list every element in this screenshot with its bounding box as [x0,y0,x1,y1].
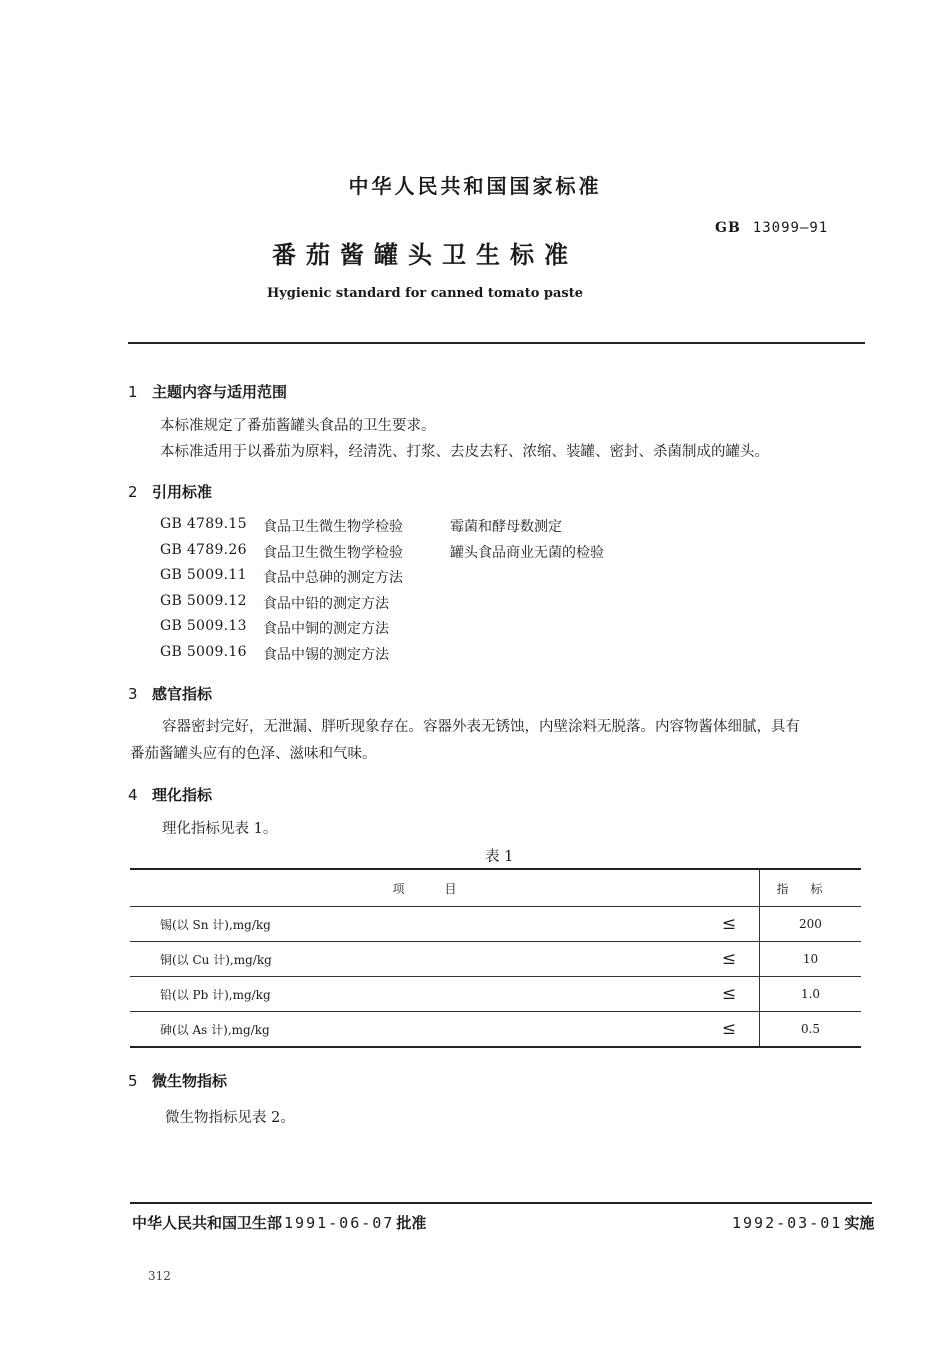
header-divider [128,342,865,344]
table-caption: 表 1 [485,849,514,865]
reference-title: 食品中铅的测定方法 [263,595,389,612]
section-3-paragraph-1: 容器密封完好，无泄漏、胖听现象存在。容器外表无锈蚀，内壁涂料无脱落。内容物酱体细腻，具有 [162,719,800,735]
reference-title: 食品中铜的测定方法 [263,621,389,638]
row-name: 铅(以 Pb 计),mg/kg [130,977,699,1012]
row-value: 10 [759,942,861,977]
row-value: 1.0 [759,977,861,1012]
approval-org: 中华人民共和国卫生部 [132,1214,283,1232]
document-title-english: Hygienic standard for canned tomato paste [266,286,584,301]
approval-date: 1991-06-07 [284,1214,395,1232]
reference-subtitle: 霉菌和酵母数测定 [450,519,562,535]
approval-word: 批准 [396,1214,427,1232]
section-title: 微生物指标 [152,1072,228,1090]
row-operator: ≤ [699,1012,760,1048]
reference-item [160,567,604,593]
section-number: 1 [128,383,138,401]
section-1-paragraph-1: 本标准规定了番茄酱罐头食品的卫生要求。 [160,418,436,434]
reference-subtitle: 罐头食品商业无菌的检验 [450,544,604,561]
effective-word: 实施 [844,1214,875,1232]
section-title: 引用标准 [152,483,213,501]
reference-item [160,618,604,644]
standard-code [715,220,828,236]
section-1-heading [128,381,287,402]
section-5-paragraph-1: 微生物指标见表 2。 [165,1110,295,1126]
reference-title: 食品中总砷的测定方法 [263,570,403,587]
section-number: 4 [128,786,138,804]
reference-code: GB 4789.26 [160,541,247,558]
page-number: 312 [148,1269,171,1283]
section-title: 感官指标 [152,685,213,703]
reference-code: GB 5009.13 [160,618,247,635]
reference-list [160,516,604,670]
reference-title: 食品中锡的测定方法 [263,646,389,663]
table-header-row [130,869,861,907]
approval-line [132,1212,426,1233]
standard-code-number: 13099—91 [752,220,829,236]
column-header-item: 项目 [130,869,759,907]
section-5-heading [128,1070,227,1091]
document-title: 番茄酱罐头卫生标准 [272,241,578,269]
section-4-paragraph-1: 理化指标见表 1。 [162,821,278,837]
reference-item [160,593,604,619]
section-3-heading [128,683,212,704]
section-number: 2 [128,483,138,501]
table-row [130,907,861,942]
row-operator: ≤ [699,977,760,1012]
row-name: 铜(以 Cu 计),mg/kg [130,942,699,977]
table-row [130,1012,861,1048]
row-name: 锡(以 Sn 计),mg/kg [130,907,699,942]
reference-code: GB 5009.12 [160,592,247,609]
section-3-paragraph-2: 番茄酱罐头应有的色泽、滋味和气味。 [130,746,377,762]
reference-item [160,644,604,670]
reference-title: 食品卫生微生物学检验 [263,544,403,561]
row-value: 0.5 [759,1012,861,1048]
section-title: 理化指标 [152,786,213,804]
section-1-paragraph-2: 本标准适用于以番茄为原料，经清洗、打浆、去皮去籽、浓缩、装罐、密封、杀菌制成的罐头。 [160,444,769,460]
reference-code: GB 5009.16 [160,643,247,660]
physicochemical-table [130,868,861,1048]
reference-code: GB 5009.11 [160,567,247,584]
table-row [130,942,861,977]
standard-type-heading: 中华人民共和国国家标准 [348,174,602,198]
footer-divider [130,1202,872,1204]
standard-code-prefix: GB [715,220,741,236]
effective-date: 1992-03-01 [732,1214,843,1232]
section-2-heading [128,481,212,502]
reference-title: 食品卫生微生物学检验 [263,519,403,535]
section-number: 3 [128,685,138,703]
row-operator: ≤ [699,907,760,942]
reference-item [160,542,604,568]
section-number: 5 [128,1072,138,1090]
effective-line [730,1212,874,1233]
reference-item [160,516,604,542]
row-operator: ≤ [699,942,760,977]
row-name: 砷(以 As 计),mg/kg [130,1012,699,1048]
row-value: 200 [759,907,861,942]
section-4-heading [128,784,212,805]
reference-code: GB 4789.15 [160,516,247,532]
table-row [130,977,861,1012]
section-title: 主题内容与适用范围 [152,383,288,401]
column-header-value: 指标 [759,869,861,907]
